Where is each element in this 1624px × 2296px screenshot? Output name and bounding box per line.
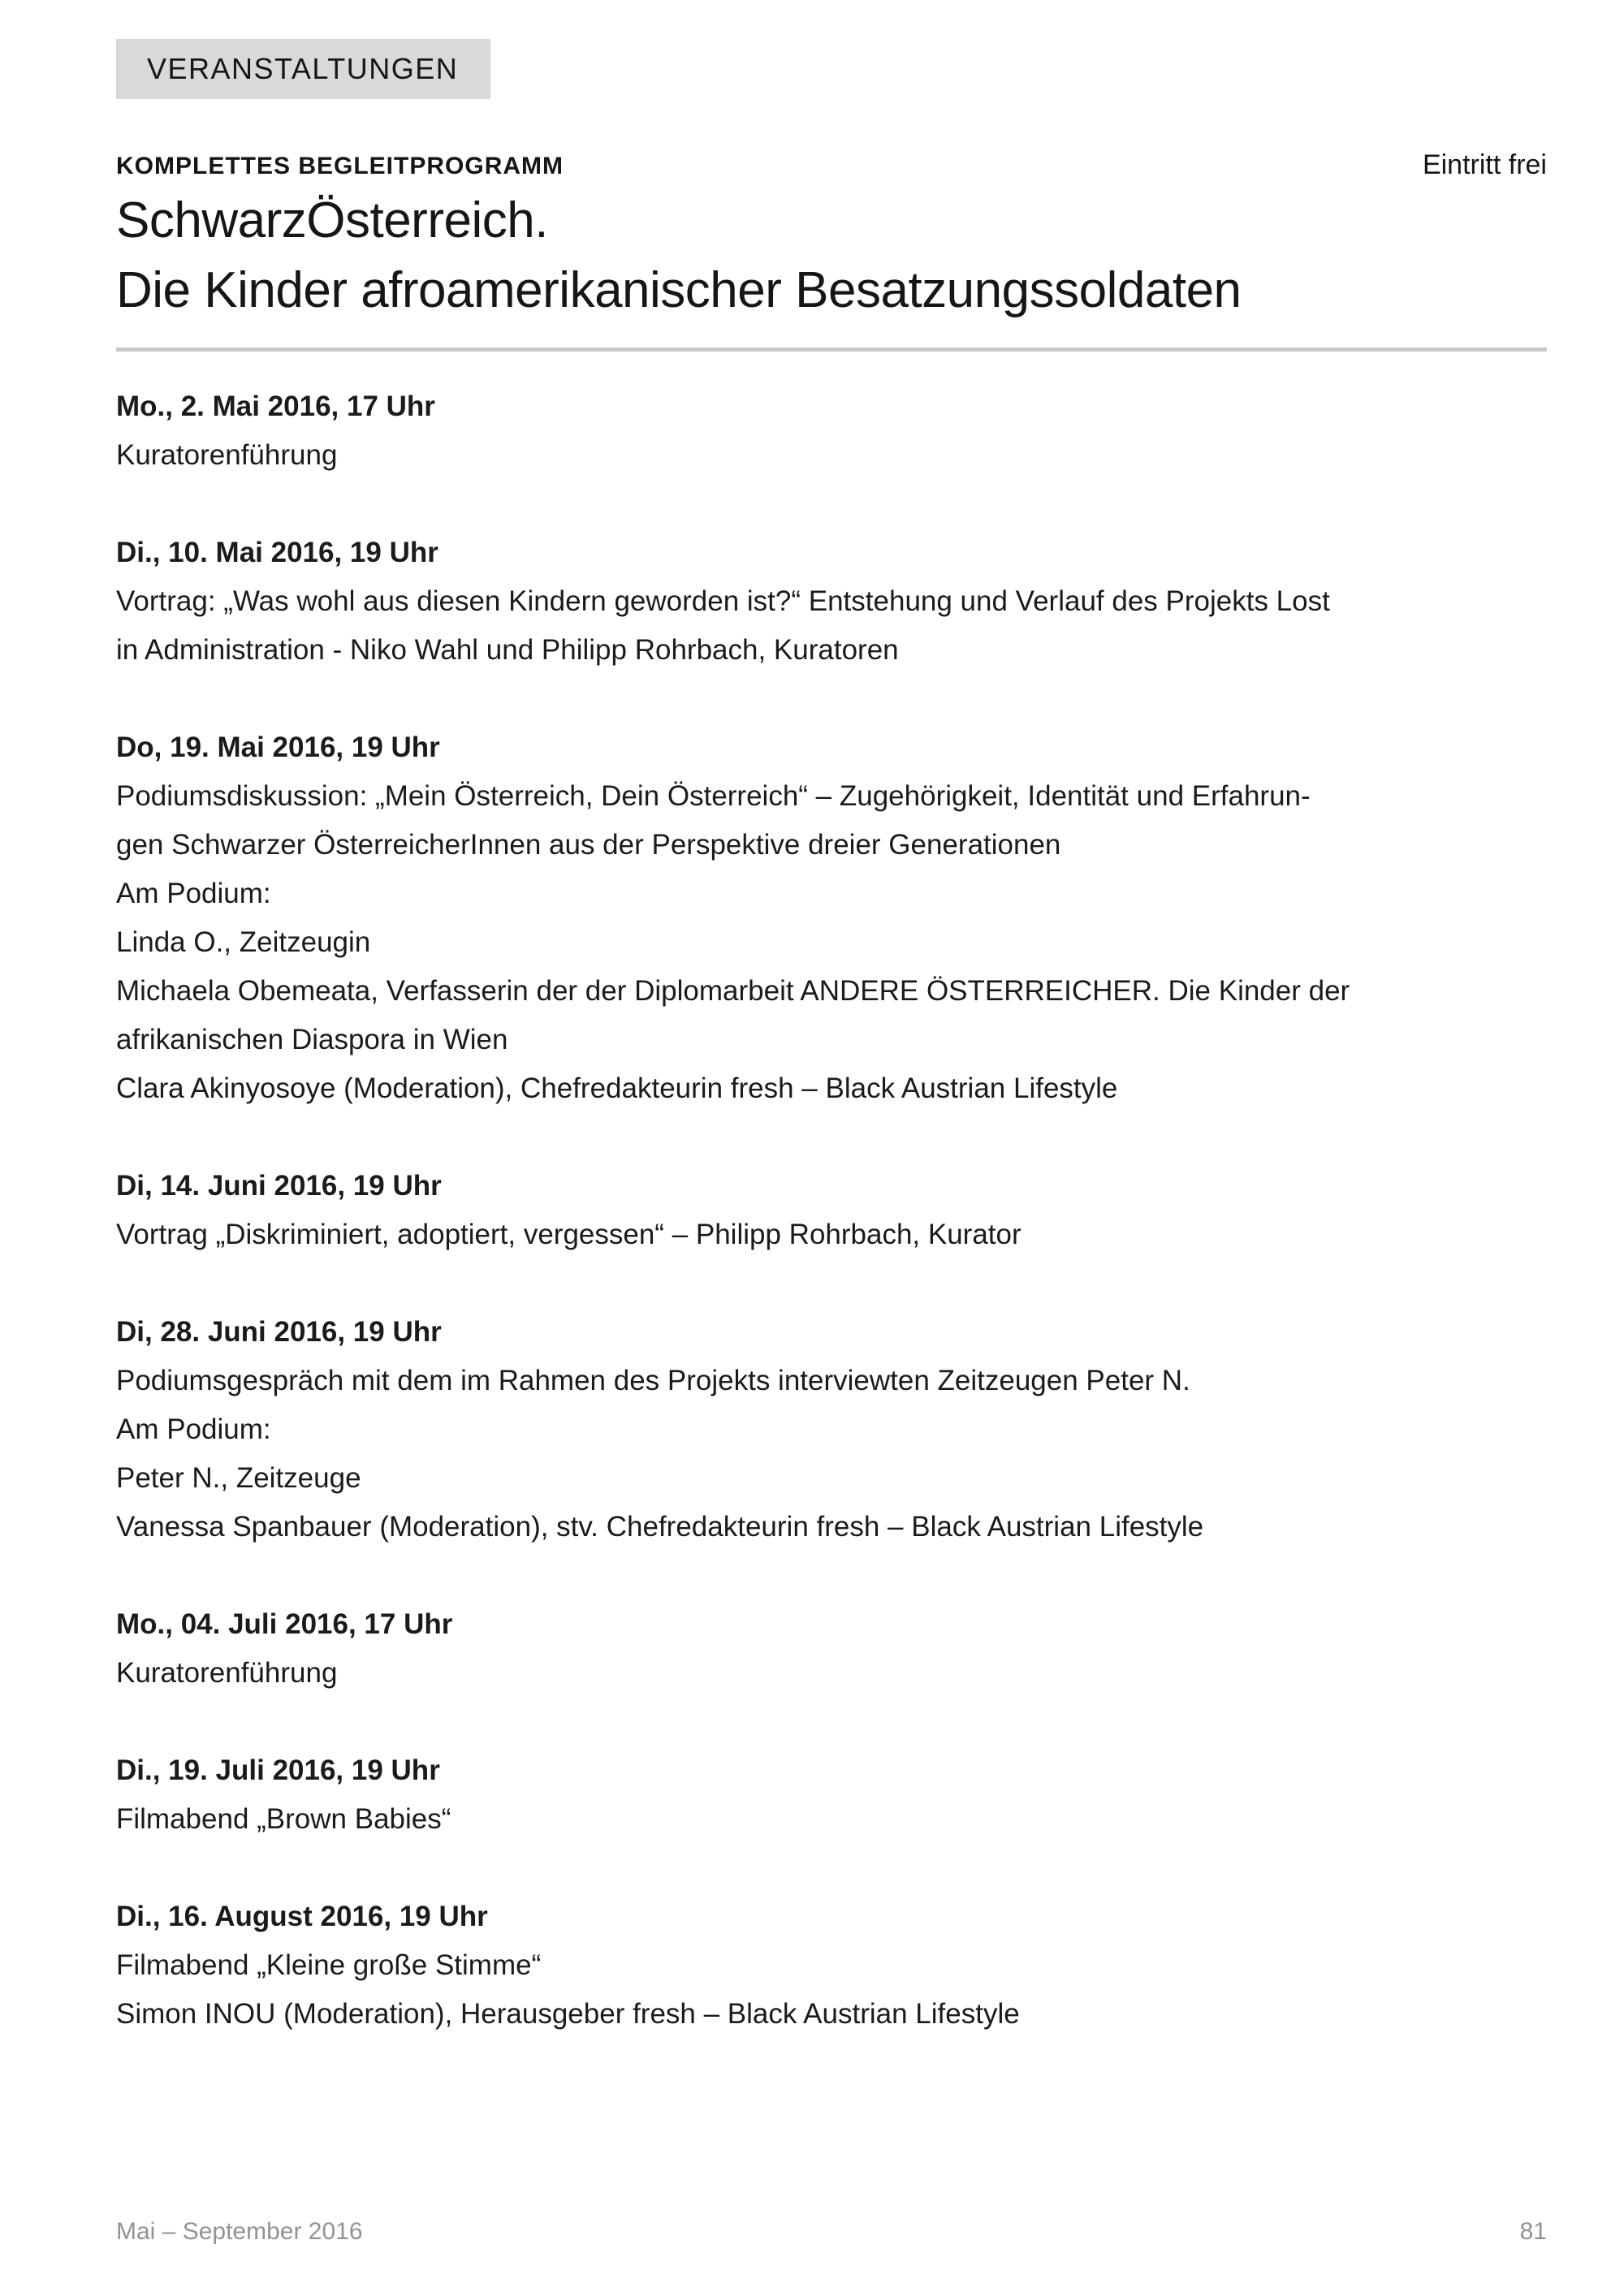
page-title-line1: SchwarzÖsterreich.: [116, 192, 548, 248]
section-tag-label: VERANSTALTUNGEN: [147, 52, 459, 85]
event-item: [116, 1600, 1547, 1698]
event-line: Vortrag: „Was wohl aus diesen Kindern geworden ist?“ Entstehung und Verlauf des Projekts Lost: [116, 585, 1330, 617]
page-title: [116, 186, 1547, 326]
event-item: [116, 529, 1547, 675]
event-line: Michaela Obemeata, Verfasserin der der Diplomarbeit ANDERE ÖSTERREICHER. Die Kinder der: [116, 975, 1350, 1007]
event-date: Di, 14. Juni 2016, 19 Uhr: [116, 1170, 442, 1202]
event-date: Di., 19. Juli 2016, 19 Uhr: [116, 1754, 440, 1786]
event-line: Podiumsdiskussion: „Mein Österreich, Dein Österreich“ – Zugehörigkeit, Identität und Erfahrun-: [116, 780, 1311, 812]
event-item: [116, 1746, 1547, 1844]
event-item: [116, 382, 1547, 480]
event-date: Do, 19. Mai 2016, 19 Uhr: [116, 732, 440, 763]
event-line: in Administration - Niko Wahl und Philipp Rohrbach, Kuratoren: [116, 634, 899, 666]
event-line: Simon INOU (Moderation), Herausgeber fresh – Black Austrian Lifestyle: [116, 1998, 1020, 2030]
admission-note: Eintritt frei: [1422, 149, 1547, 180]
event-line: Vanessa Spanbauer (Moderation), stv. Chefredakteurin fresh – Black Austrian Lifestyle: [116, 1511, 1204, 1543]
footer-period: Mai – September 2016: [116, 2218, 363, 2245]
footer-page-number: 81: [1519, 2218, 1547, 2245]
event-item: [116, 1162, 1547, 1259]
event-line: Kuratorenführung: [116, 1657, 338, 1689]
event-line: Peter N., Zeitzeuge: [116, 1462, 361, 1494]
event-date: Di., 10. Mai 2016, 19 Uhr: [116, 537, 438, 568]
event-item: [116, 1892, 1547, 2039]
event-item: [116, 723, 1547, 1113]
event-line: Am Podium:: [116, 1413, 271, 1445]
event-date: Di, 28. Juni 2016, 19 Uhr: [116, 1316, 442, 1348]
event-line: Kuratorenführung: [116, 439, 338, 471]
event-line: afrikanischen Diaspora in Wien: [116, 1024, 508, 1055]
event-line: Am Podium:: [116, 878, 271, 909]
page-title-line2: Die Kinder afroamerikanischer Besatzungssoldaten: [116, 262, 1242, 318]
event-date: Di., 16. August 2016, 19 Uhr: [116, 1901, 488, 1932]
event-line: Clara Akinyosoye (Moderation), Chefredakteurin fresh – Black Austrian Lifestyle: [116, 1072, 1118, 1104]
event-line: Vortrag „Diskriminiert, adoptiert, vergessen“ – Philipp Rohrbach, Kurator: [116, 1219, 1021, 1250]
event-date: Mo., 2. Mai 2016, 17 Uhr: [116, 391, 435, 422]
divider-rule: [116, 347, 1547, 352]
event-line: Filmabend „Brown Babies“: [116, 1803, 451, 1835]
event-line: gen Schwarzer ÖsterreicherInnen aus der Perspektive dreier Generationen: [116, 829, 1061, 861]
event-line: Linda O., Zeitzeugin: [116, 926, 371, 958]
event-line: Podiumsgespräch mit dem im Rahmen des Projekts interviewten Zeitzeugen Peter N.: [116, 1365, 1190, 1396]
program-eyebrow: KOMPLETTES BEGLEITPROGRAMM: [116, 153, 564, 179]
event-item: [116, 1308, 1547, 1552]
event-line: Filmabend „Kleine große Stimme“: [116, 1949, 542, 1981]
section-tag: [116, 39, 490, 99]
header-row: [116, 149, 1547, 181]
event-list: [116, 382, 1547, 2087]
page-footer: [116, 2218, 1547, 2246]
event-date: Mo., 04. Juli 2016, 17 Uhr: [116, 1608, 453, 1640]
